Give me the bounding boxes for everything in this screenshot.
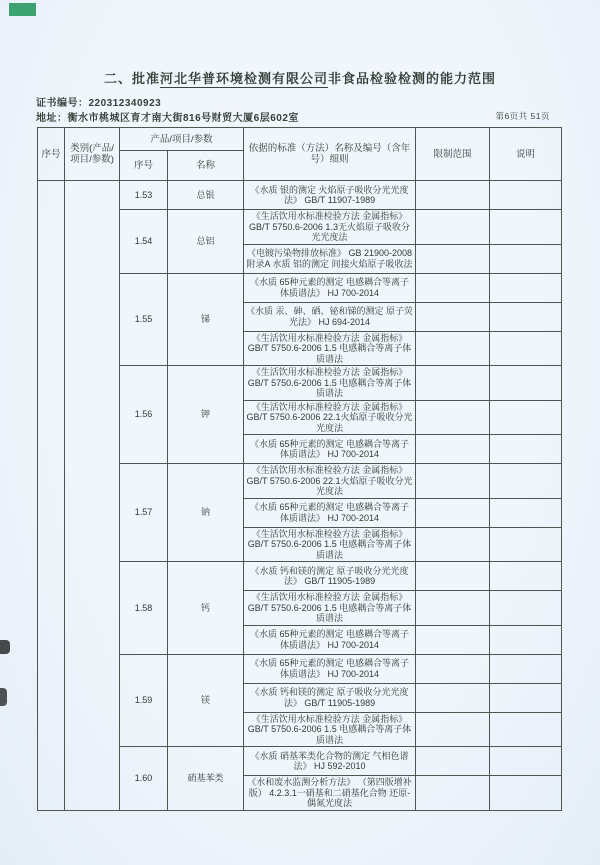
limit-cell bbox=[416, 331, 490, 366]
method-cell: 《生活饮用水标准检验方法 金属指标》GB/T 5750.6-2006 1.5 电感耦合等离子体质谱法 bbox=[244, 712, 416, 747]
limit-cell bbox=[416, 747, 490, 776]
limit-cell bbox=[416, 683, 490, 712]
limit-cell bbox=[416, 712, 490, 747]
title-prefix: 二、批准 bbox=[103, 71, 160, 86]
row-no: 1.54 bbox=[120, 210, 168, 274]
limit-cell bbox=[416, 498, 490, 527]
limit-cell bbox=[416, 562, 490, 591]
row-no: 1.53 bbox=[120, 181, 168, 210]
limit-cell bbox=[416, 464, 490, 499]
method-cell: 《水质 钙和镁的测定 原子吸收分光光度法》 GB/T 11905-1989 bbox=[244, 683, 416, 712]
page-indicator: 第6页共 51页 bbox=[495, 111, 550, 121]
row-no: 1.58 bbox=[120, 562, 168, 655]
limit-cell bbox=[416, 210, 490, 245]
row-name: 硝基苯类 bbox=[168, 747, 244, 811]
header-limit: 限制范围 bbox=[416, 128, 490, 181]
scan-smudge-artifact bbox=[0, 688, 7, 706]
method-cell: 《生活饮用水标准检验方法 金属指标》GB/T 5750.6-2006 22.1火焰原子吸收分光光度法 bbox=[244, 464, 416, 499]
limit-cell bbox=[416, 181, 490, 210]
limit-cell bbox=[416, 435, 490, 464]
method-cell: 《水和废水监测分析方法》 （第四版增补版） 4.2.3.1一硝基和二硝基化合物 还原-偶氮光度法 bbox=[244, 776, 416, 811]
method-cell: 《生活饮用水标准检验方法 金属指标》GB/T 5750.6-2006 1.5 电感耦合等离子体质谱法 bbox=[244, 331, 416, 366]
title-company-underlined: 河北华普环境检测有限公司 bbox=[159, 71, 328, 86]
method-cell: 《水质 银的测定 火焰原子吸收分光光度法》 GB/T 11907-1989 bbox=[244, 181, 416, 210]
row-no: 1.55 bbox=[120, 273, 168, 366]
note-cell bbox=[490, 625, 562, 654]
method-cell: 《生活饮用水标准检验方法 金属指标》GB/T 5750.6-2006 1.5 电感耦合等离子体质谱法 bbox=[244, 591, 416, 626]
header-sub-name: 名称 bbox=[168, 151, 244, 181]
limit-cell bbox=[416, 654, 490, 683]
limit-cell bbox=[416, 400, 490, 435]
method-cell: 《水质 65种元素的测定 电感耦合等离子体质谱法》 HJ 700-2014 bbox=[244, 625, 416, 654]
method-cell: 《水质 硝基苯类化合物的测定 气相色谱法》 HJ 592-2010 bbox=[244, 747, 416, 776]
note-cell bbox=[490, 331, 562, 366]
row-no: 1.59 bbox=[120, 654, 168, 747]
capability-table bbox=[37, 127, 562, 811]
row-name: 锑 bbox=[168, 273, 244, 366]
note-cell bbox=[490, 464, 562, 499]
row-no: 1.56 bbox=[120, 366, 168, 464]
row-no: 1.60 bbox=[120, 747, 168, 811]
method-cell: 《生活饮用水标准检验方法 金属指标》GB/T 5750.6-2006 1.5 电感耦合等离子体质谱法 bbox=[244, 527, 416, 562]
seq-column-empty bbox=[38, 181, 65, 811]
limit-cell bbox=[416, 591, 490, 626]
table-row bbox=[38, 181, 562, 210]
limit-cell bbox=[416, 527, 490, 562]
method-cell: 《水质 65种元素的测定 电感耦合等离子体质谱法》 HJ 700-2014 bbox=[244, 654, 416, 683]
header-standard: 依据的标准（方法）名称及编号（含年号）细则 bbox=[244, 128, 416, 181]
header-sub-seq: 序号 bbox=[120, 151, 168, 181]
header-seq: 序号 bbox=[38, 128, 65, 181]
note-cell bbox=[490, 562, 562, 591]
header-note: 说明 bbox=[490, 128, 562, 181]
note-cell bbox=[490, 712, 562, 747]
row-no: 1.57 bbox=[120, 464, 168, 562]
page-title bbox=[0, 68, 600, 87]
row-name: 钙 bbox=[168, 562, 244, 655]
note-cell bbox=[490, 747, 562, 776]
row-name: 总铝 bbox=[168, 210, 244, 274]
row-name: 钾 bbox=[168, 366, 244, 464]
method-cell: 《水质 汞、砷、硒、铋和锑的测定 原子荧光法》 HJ 694-2014 bbox=[244, 302, 416, 331]
address-line: 地址：衡水市桃城区育才南大街816号财贸大厦6层602室 bbox=[36, 113, 299, 124]
note-cell bbox=[490, 210, 562, 245]
note-cell bbox=[490, 527, 562, 562]
certificate-number: 证书编号：220312340923 bbox=[36, 98, 162, 109]
note-cell bbox=[490, 244, 562, 273]
method-cell: 《水质 65种元素的测定 电感耦合等离子体质谱法》 HJ 700-2014 bbox=[244, 435, 416, 464]
limit-cell bbox=[416, 244, 490, 273]
note-cell bbox=[490, 591, 562, 626]
note-cell bbox=[490, 498, 562, 527]
limit-cell bbox=[416, 625, 490, 654]
method-cell: 《水质 65种元素的测定 电感耦合等离子体质谱法》 HJ 700-2014 bbox=[244, 273, 416, 302]
note-cell bbox=[490, 776, 562, 811]
category-column-empty bbox=[65, 181, 120, 811]
row-name: 钠 bbox=[168, 464, 244, 562]
method-cell: 《电镀污染物排放标准》 GB 21900-2008 附录A 水质 铝的测定 间接火焰原子吸收法 bbox=[244, 244, 416, 273]
note-cell bbox=[490, 302, 562, 331]
scan-smudge-artifact bbox=[0, 640, 10, 654]
method-cell: 《生活饮用水标准检验方法 金属指标》GB/T 5750.6-2006 22.1火焰原子吸收分光光度法 bbox=[244, 400, 416, 435]
method-cell: 《水质 65种元素的测定 电感耦合等离子体质谱法》 HJ 700-2014 bbox=[244, 498, 416, 527]
row-name: 总银 bbox=[168, 181, 244, 210]
limit-cell bbox=[416, 366, 490, 401]
note-cell bbox=[490, 366, 562, 401]
method-cell: 《生活饮用水标准检验方法 金属指标》GB/T 5750.6-2006 1.5 电感耦合等离子体质谱法 bbox=[244, 366, 416, 401]
limit-cell bbox=[416, 273, 490, 302]
corner-color-tag bbox=[9, 3, 36, 16]
limit-cell bbox=[416, 302, 490, 331]
method-cell: 《水质 钙和镁的测定 原子吸收分光光度法》 GB/T 11905-1989 bbox=[244, 562, 416, 591]
note-cell bbox=[490, 683, 562, 712]
note-cell bbox=[490, 654, 562, 683]
row-name: 镁 bbox=[168, 654, 244, 747]
limit-cell bbox=[416, 776, 490, 811]
note-cell bbox=[490, 181, 562, 210]
note-cell bbox=[490, 400, 562, 435]
title-suffix: 非食品检验检测的能力范围 bbox=[328, 71, 497, 86]
note-cell bbox=[490, 273, 562, 302]
header-category: 类别(产品/项目/参数) bbox=[65, 128, 120, 181]
method-cell: 《生活饮用水标准检验方法 金属指标》GB/T 5750.6-2006 1.3无火焰原子吸收分光光度法 bbox=[244, 210, 416, 245]
note-cell bbox=[490, 435, 562, 464]
header-product-group: 产品/项目/参数 bbox=[120, 128, 244, 151]
